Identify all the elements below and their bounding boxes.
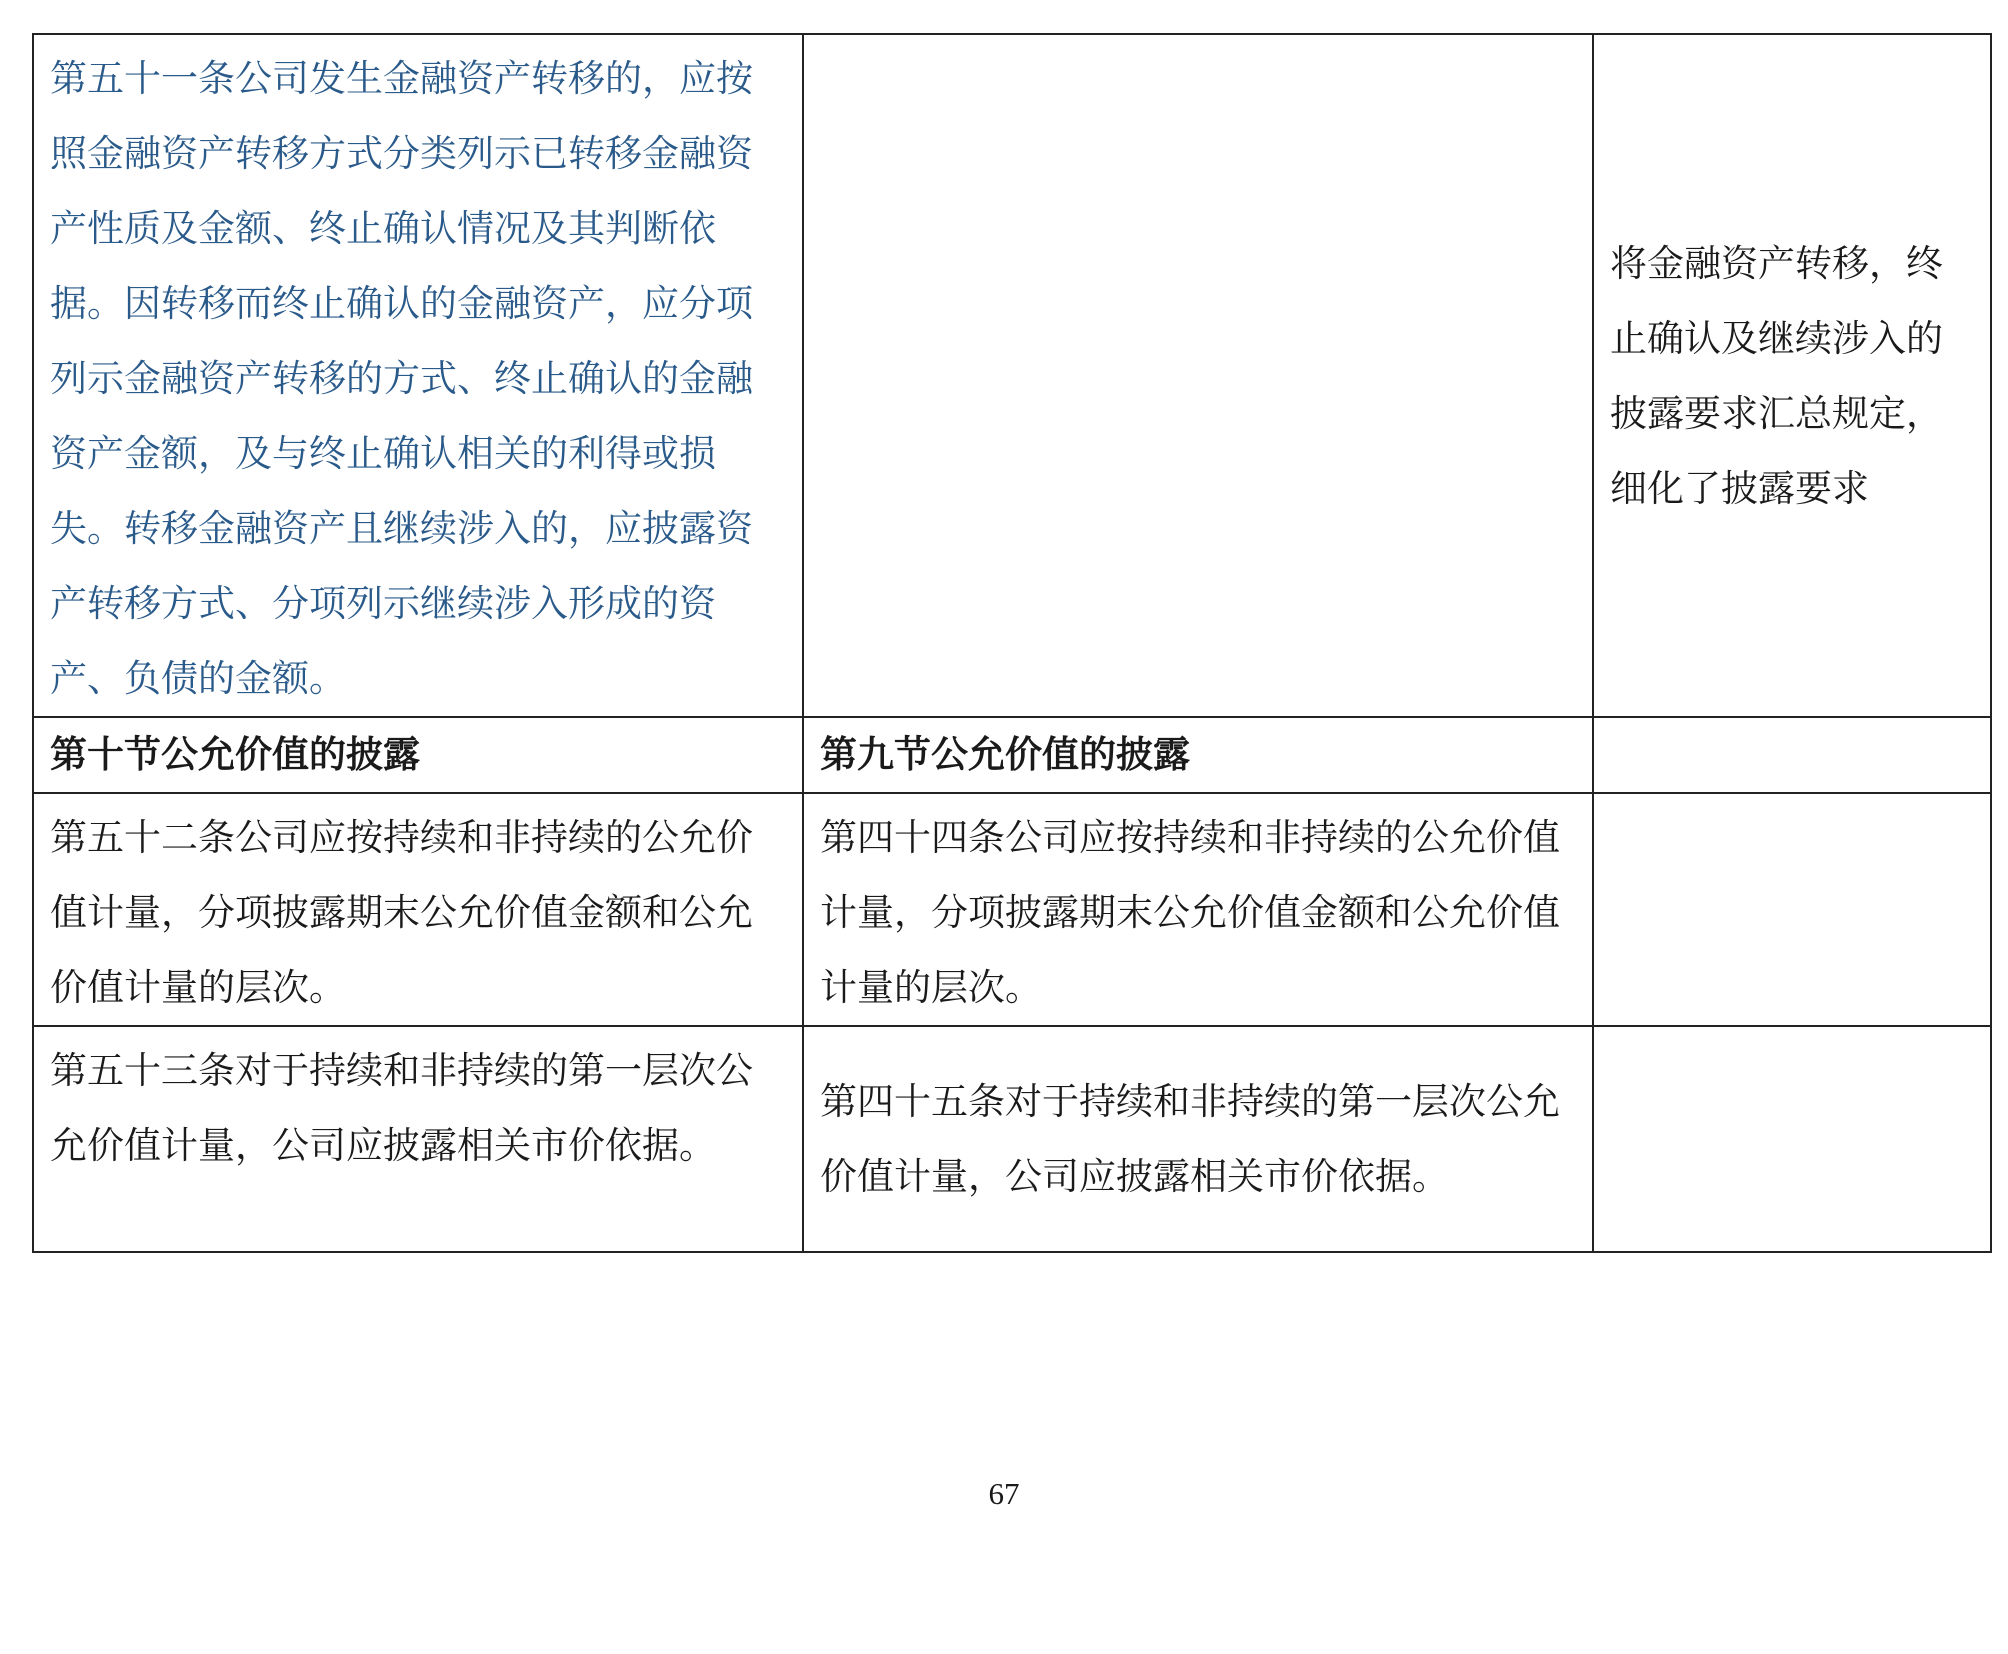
old-rule-cell: 第四十五条对于持续和非持续的第一层次公允价值计量，公司应披露相关市价依据。: [803, 1026, 1593, 1252]
new-section-title: 第十节公允价值的披露: [33, 717, 803, 793]
remark-cell: [1593, 717, 1991, 793]
page-number: 67: [988, 1476, 1020, 1511]
new-rule-cell: 第五十二条公司应按持续和非持续的公允价值计量，分项披露期末公允价值金额和公允价值计量的层次。: [33, 793, 803, 1026]
old-section-title: 第九节公允价值的披露: [803, 717, 1593, 793]
section-header-row: [33, 717, 1991, 793]
table-row: [33, 793, 1991, 1026]
comparison-table: [32, 33, 1992, 1253]
remark-cell: [1593, 1026, 1991, 1252]
remark-cell: [1593, 793, 1991, 1026]
old-rule-cell: 第四十四条公司应按持续和非持续的公允价值计量，分项披露期末公允价值金额和公允价值计量的层次。: [803, 793, 1593, 1026]
new-rule-cell: 第五十一条公司发生金融资产转移的，应按照金融资产转移方式分类列示已转移金融资产性质及金额、终止确认情况及其判断依据。因转移而终止确认的金融资产，应分项列示金融资产转移的方式、终止确认的金融资产金额，及与终止确认相关的利得或损失。转移金融资产且继续涉入的，应披露资产转移方式、分项列示继续涉入形成的资产、负债的金额。: [33, 34, 803, 717]
table-row: [33, 34, 1991, 717]
new-rule-cell: 第五十三条对于持续和非持续的第一层次公允价值计量，公司应披露相关市价依据。: [33, 1026, 803, 1252]
old-rule-cell: [803, 34, 1593, 717]
table-row: [33, 1026, 1991, 1252]
remark-cell: 将金融资产转移，终止确认及继续涉入的披露要求汇总规定，细化了披露要求: [1593, 34, 1991, 717]
